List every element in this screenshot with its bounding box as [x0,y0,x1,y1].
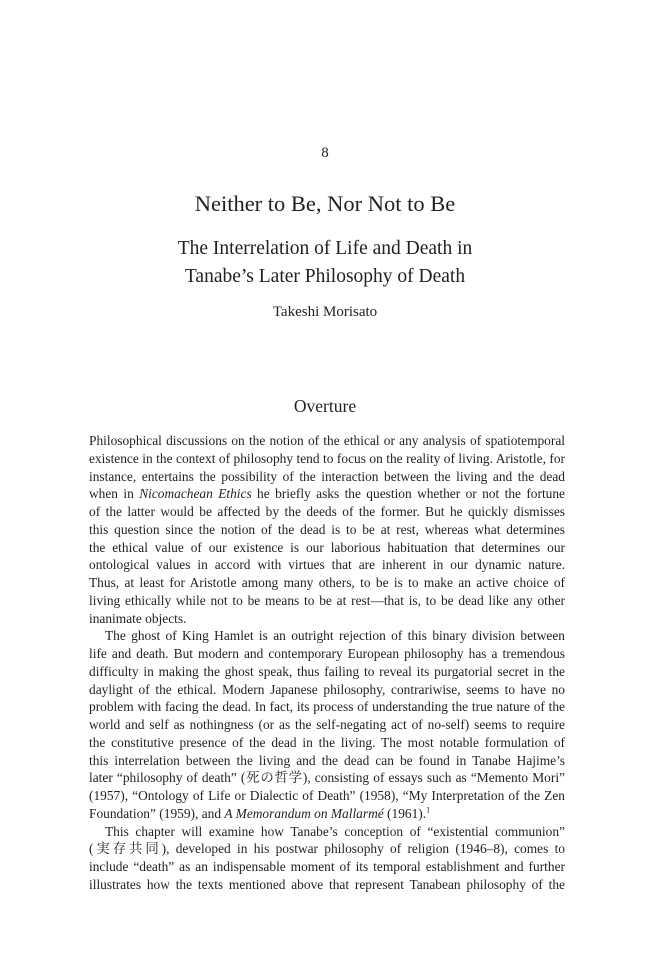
text-line: life and death. But modern and contemporary European philosophy has a tremendous [89,646,565,661]
text-line [89,805,565,823]
text-fragment: when in [89,486,140,502]
text-line: difficulty in making the ghost speak, thus failing to reveal its purgatorial secret in the [89,663,565,679]
text-line: (1957), “Ontology of Life or Dialectic of Death” (1958), “My Interpretation of the Zen [89,788,565,803]
text-line: daylight of the ethical. Modern Japanese philosophy, contrariwise, seems to have no [89,681,565,697]
chapter-subtitle-line-1: The Interrelation of Life and Death in [177,238,473,259]
book-title-italic: A Memorandum on Mallarmé [224,805,384,821]
text-line: of the latter would be affected by the deeds of the former. But he quickly dismisses [89,504,565,519]
text-fragment: (1961). [383,805,427,821]
paragraph-3 [89,823,565,894]
chapter-subtitle [0,235,650,291]
text-fragment: he briefly asks the question whether or not the fortune [251,486,565,502]
text-line: The ghost of King Hamlet is an outright rejection of this binary division between [105,628,565,644]
text-line: Philosophical discussions on the notion of the ethical or any analysis of spatiotemporal [89,433,565,448]
text-line: the ethical value of our existence is our laborious habituation that determines our [89,539,565,555]
paragraph-2 [89,627,565,822]
text-fragment: Foundation” (1959), and [89,805,225,821]
text-line: this interrelation between the living and the dead can be found in Tanabe Hajime’s [89,752,565,768]
text-line: the constitutive presence of the dead in the living. The most notable formulation of [89,734,565,750]
section-heading: Overture [293,396,357,416]
body-text [89,432,565,894]
text-line: inanimate objects. [89,610,187,626]
text-line [89,485,565,503]
text-line: (実存共同), developed in his postwar philosophy of religion (1946–8), comes to [89,841,565,857]
text-line: instance, entertains the possibility of the interaction between the living and the dead [89,468,565,484]
text-line: Thus, at least for Aristotle among many others, to be is to make an active choice of [89,575,565,590]
text-line: include “death” as an indispensable moment of its temporal establishment and further [89,859,565,874]
text-line: This chapter will examine how Tanabe’s conception of “existential communion” [105,823,565,839]
book-title-italic: Nicomachean Ethics [139,486,252,502]
text-line: existence in the context of philosophy tend to focus on the reality of living. Aristotle, for [89,450,565,466]
text-line: illustrates how the texts mentioned above that represent Tanabean philosophy of the [89,876,565,892]
text-line: this question since the notion of the dead is to be at rest, whereas what determines [89,521,565,537]
text-line: world and self as nothingness (or as the self-negating act of no-self) seems to require [89,717,565,732]
text-line: living ethically while not to be means to be at rest—that is, to be dead like any other [89,592,565,608]
text-line: problem with facing the dead. In fact, its process of understanding the true nature of the [89,699,565,715]
chapter-number: 8 [321,145,329,161]
chapter-title: Neither to Be, Nor Not to Be [194,191,456,216]
text-line: ontological values in accord with virtues that are inherent in our dynamic nature. [89,557,565,573]
chapter-subtitle-line-2: Tanabe’s Later Philosophy of Death [184,266,466,287]
chapter-author: Takeshi Morisato [272,304,378,320]
footnote-marker[interactable]: 1 [426,805,431,815]
paragraph-1 [89,432,565,627]
text-line: later “philosophy of death” (死の哲学), consisting of essays such as “Memento Mori” [89,770,565,786]
